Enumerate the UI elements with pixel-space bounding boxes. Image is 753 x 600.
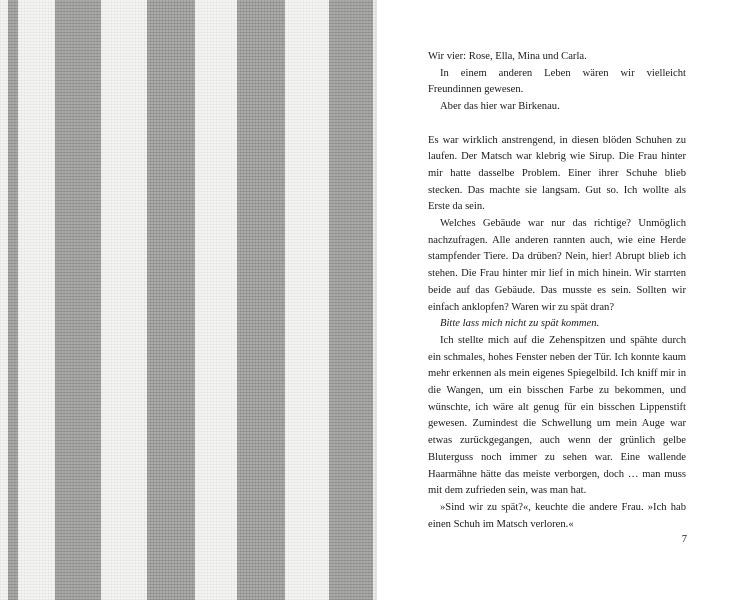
- paragraph-italic: Bitte lass mich nicht zu spät kommen.: [440, 318, 600, 330]
- fabric-stripe: [329, 0, 373, 600]
- paragraph: »Sind wir zu spät?«, keuchte die andere Frau. »Ich hab einen Schuh im Matsch verloren.«: [428, 501, 686, 530]
- fabric-stripe: [55, 0, 101, 600]
- paragraph: Aber das hier war Birkenau.: [440, 101, 560, 113]
- paragraph: Welches Gebäude war nur das richtige? Unmöglich nachzufragen. Alle anderen rannten auch, wie eine Herde stampfender Tiere. Da drüben? Nein, hier! Abrupt blieb ich stehen. Die Frau hinter mir lief in mich hinein. Wir starrten beide auf das Gebäude. Das musste es sein. Sollten wir einfach anklopfen? Waren wir zu spät dran?: [428, 218, 686, 313]
- text-page: [377, 0, 753, 600]
- paragraph: Es war wirklich anstrengend, in diesen blöden Schuhen zu laufen. Der Matsch war klebrig wie Sirup. Die Frau hinter mir hatte dasselbe Problem. Einer ihrer Schuhe blieb stecken. Das machte sie langsam. Gut so. Ich wollte als Erste da sein.: [428, 134, 686, 213]
- fabric-stripe: [8, 0, 18, 600]
- page-number: 7: [681, 534, 687, 545]
- paragraph: Wir vier: Rose, Ella, Mina und Carla.: [428, 51, 587, 62]
- page-gutter: [370, 0, 377, 600]
- fabric-stripe: [237, 0, 285, 600]
- paragraph: In einem anderen Leben wären wir vielleicht Freundinnen gewesen.: [428, 67, 686, 96]
- fabric-stripe: [147, 0, 195, 600]
- paragraph: Ich stellte mich auf die Zehenspitzen und spähte durch ein schmales, hohes Fenster neben der Tür. Ich konnte kaum mehr erkennen als mein eigenes Spiegelbild. Ich kniff mir in die Wangen, um ein bisschen Farbe zu bekommen, und wünschte, ich wäre alt genug für ein bisschen Lippenstift gewesen. Zumindest die Schwellung um mein Auge war etwas zurückgegangen, auch wenn der grünlich gelbe Bluterguss noch immer zu sehen war. Eine wallende Haarmähne hätte das meiste verborgen, doch … man muss mit dem zufrieden sein, was man hat.: [428, 334, 686, 497]
- body-text: [428, 49, 686, 533]
